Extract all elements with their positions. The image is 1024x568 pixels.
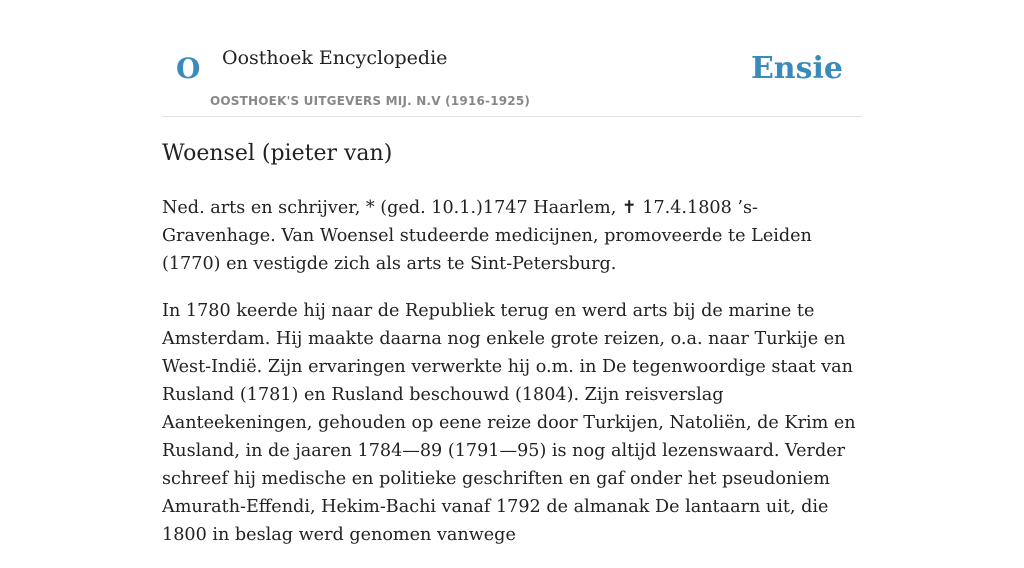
article-paragraph-1: Ned. arts en schrijver, * (ged. 10.1.)1747 Haarlem, ✝ 17.4.1808 ’s-Gravenhage. Van Woensel studeerde medicijnen, promoveerde te Leiden (1770) en vestigde zich als arts te Sint-Petersburg. [162,198,812,274]
article-paragraph-2: In 1780 keerde hij naar de Republiek terug en werd arts bij de marine te Amsterdam. Hij maakte daarna nog enkele grote reizen, o.a. naar Turkije en West-Indië. Zijn ervaringen verwerkte hij o.m. in De tegenwoordige staat van Rusland (1781) en Rusland beschouwd (1804). Zijn reisverslag Aanteekeningen, gehouden op eene reize door Turkijen, Natoliën, de Krim en Rusland, in de jaaren 1784—89 (1791—95) is nog altijd lezenswaard. Verder schreef hij medische en politieke geschriften en gaf onder het pseudoniem Amurath-Effendi, Hekim-Bachi vanaf 1792 de almanak De lantaarn uit, die 1800 in beslag werd genomen vanwege [162,301,856,545]
article-title: Woensel (pieter van) [162,141,393,166]
publisher-label: OOSTHOEK'S UITGEVERS MIJ. N.V (1916-1925) [210,94,531,108]
logo-letter[interactable]: O [176,52,201,85]
article [162,138,862,568]
site-header [162,0,862,117]
brand-logo[interactable]: Ensie [750,51,843,86]
site-title[interactable]: Oosthoek Encyclopedie [222,47,448,69]
